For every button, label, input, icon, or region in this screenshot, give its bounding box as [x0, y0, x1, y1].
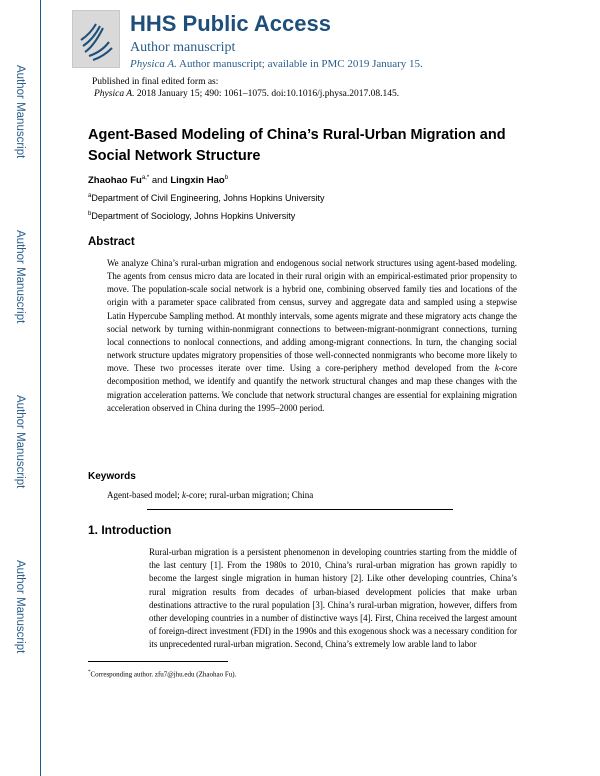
author-affiliation-mark: b — [224, 175, 229, 181]
hhs-public-access-title: HHS Public Access — [130, 11, 331, 36]
author-conjunction: and — [151, 175, 168, 187]
keywords-part: -core; rural-urban migration; China — [185, 490, 314, 500]
journal-name: Physica A. — [130, 58, 177, 70]
affiliation — [88, 193, 324, 203]
abstract-body — [107, 257, 517, 415]
abstract-text: -core decomposition method, we identify and quantify the network structural changes and map these changes with the migration acceleration patterns. We conclude that network structural changes are essential for explaining migration acceleration observed in China during the 1995–2000 period. — [107, 363, 518, 413]
affiliation-mark: a — [88, 193, 92, 199]
introduction-heading: 1. Introduction — [88, 523, 172, 537]
author-line — [88, 175, 228, 186]
hhs-header — [72, 10, 572, 70]
author-name: Lingxin Hao — [170, 175, 225, 187]
footnote-divider — [88, 661, 228, 662]
keywords-list — [107, 490, 313, 500]
sidebar-label: Author Manuscript — [14, 230, 26, 324]
availability-line — [130, 58, 423, 70]
author-affiliation-mark: a,* — [141, 175, 150, 181]
citation-line — [92, 88, 399, 100]
author-name: Zhaohao Fu — [88, 175, 142, 187]
citation-details: 2018 January 15; 490: 1061–1075. doi:10.1016/j.physa.2017.08.145. — [136, 89, 400, 99]
author-manuscript-subtitle: Author manuscript — [130, 40, 236, 55]
author-manuscript-sidebar — [0, 0, 41, 776]
keywords-k-italic: k — [181, 490, 186, 500]
introduction-body: Rural-urban migration is a persistent phenomenon in developing countries starting from the middle of the last century [1]. From the 1980s to 2010, China’s rural-urban migration has grown rapidly to become the largest single migration in human history [2]. Like other developing countries, China’s rural migration results from decades of urban-biased development policies that make urban destinations attractive to the rural population [3]. China’s rural-urban migration, however, differs from other developing countries in a number of distinctive ways [4]. First, China received the largest amount of foreign-direct investment (FDI) in the 1990s and this exogenous shock was a necessary condition for its unprecedented rural-urban migration. Second, China’s extremely low arable land to labor — [149, 547, 517, 650]
footnote-mark: * — [88, 670, 91, 675]
availability-text: Author manuscript; available in PMC 2019 January 15. — [179, 58, 423, 70]
keywords-heading: Keywords — [88, 471, 136, 482]
hhs-eagle-icon — [79, 18, 115, 62]
keywords-part: Agent-based model; — [107, 490, 180, 500]
article-title: Agent-Based Modeling of China’s Rural-Urban Migration and Social Network Structure — [88, 127, 506, 164]
sidebar-label: Author Manuscript — [14, 560, 26, 654]
affiliation — [88, 211, 295, 221]
publication-info — [92, 76, 399, 100]
affiliation-mark: b — [88, 211, 92, 217]
sidebar-label: Author Manuscript — [14, 395, 26, 489]
published-in-label: Published in final edited form as: — [92, 77, 219, 87]
affiliation-text: Department of Civil Engineering, Johns Hopkins University — [91, 193, 325, 203]
abstract-text: We analyze China’s rural-urban migration and endogenous social network structures using agent-based modeling. The agents from census micro data are located in their rural origin with an empirical-estimated prior propensity to move. The population-scale social network is a hybrid one, combining observed family ties and locations of the origin with a parameter space calibrated from census, survey and aggregate data and sampled using a stepwise Latin Hypercube Sampling method. At monthly intervals, some agents migrate and these migratory acts change the social network by turning within-nonmigrant connections to between-migrant-nonmigrant connections, turning local connections to nonlocal connections, and adding among-migrant connections. In turn, the changing social network structure updates migratory propensities of those well-connected nonmigrants who become more likely to move. These two processes iterate over time. Using a core-periphery method developed from the — [107, 258, 517, 374]
abstract-k-italic: k — [494, 363, 499, 374]
sidebar-label: Author Manuscript — [14, 65, 26, 159]
footnote — [88, 670, 236, 678]
affiliation-text: Department of Sociology, Johns Hopkins University — [91, 211, 296, 221]
section-divider — [147, 509, 453, 510]
abstract-heading: Abstract — [88, 236, 135, 248]
citation-journal: Physica A. — [94, 89, 135, 99]
footnote-text: Corresponding author. zfu7@jhu.edu (Zhaohao Fu). — [90, 670, 237, 679]
hhs-logo — [72, 10, 120, 68]
